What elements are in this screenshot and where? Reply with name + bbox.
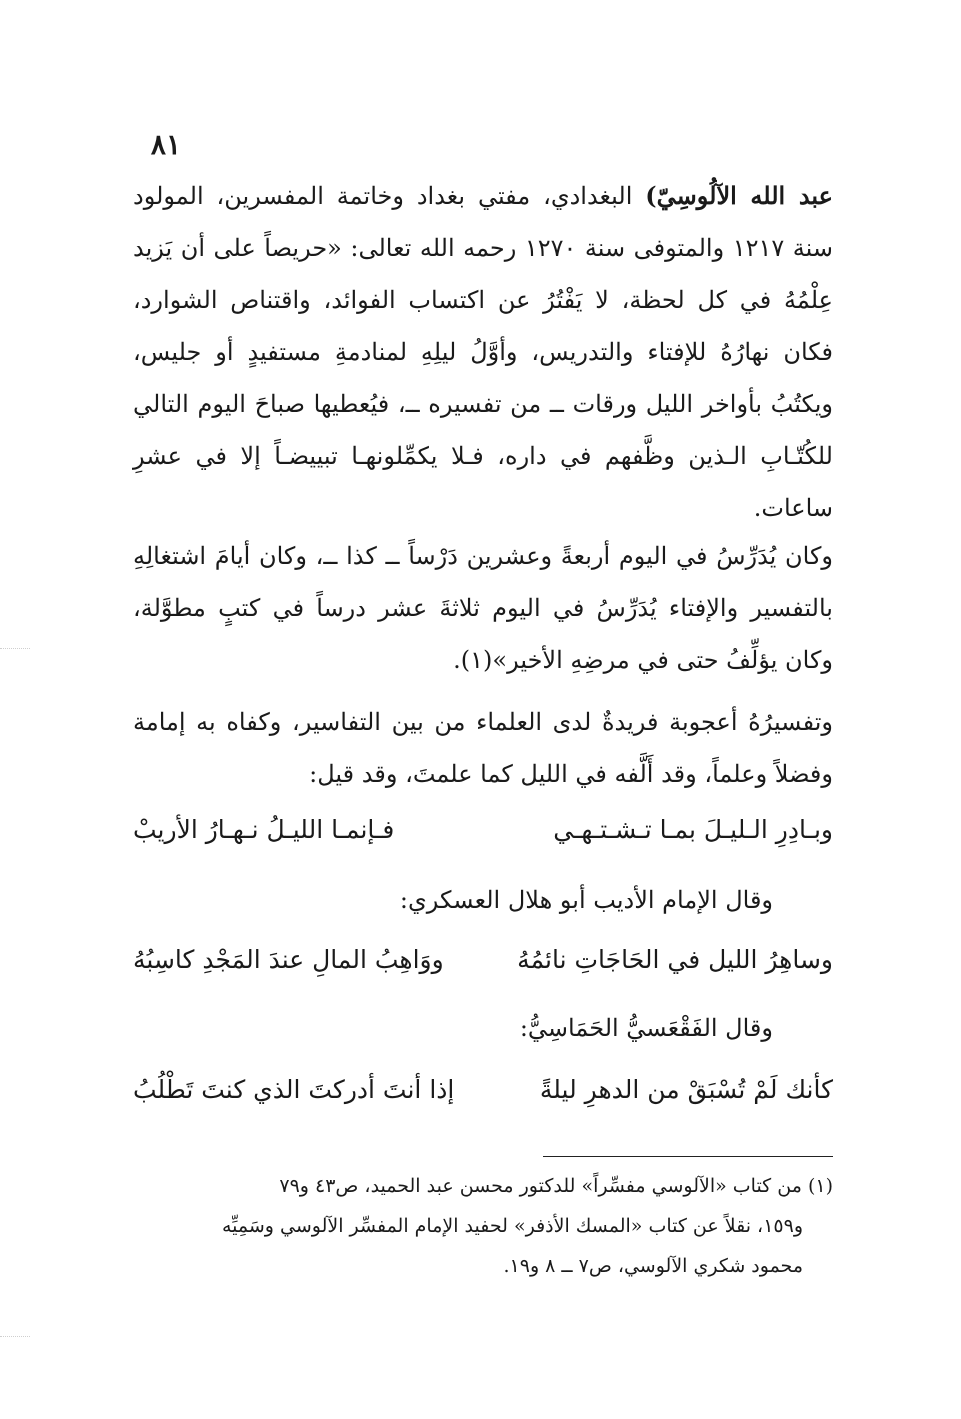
- paragraph-teaching: [133, 530, 833, 686]
- verse-first-hemistich: وساهِرُ الليل في الحَاجَاتِ نائمُهُ: [517, 945, 833, 974]
- paragraph-line: عِلْمُهُ في كل لحظة، لا يَفْتُرُ عن اكتساب الفوائد، واقتناص الشوارد،: [133, 286, 833, 314]
- paragraph-line: وتفسيرُهُ أعجوبة فريدةٌ لدى العلماء من بين التفاسير، وكفاه به: [196, 708, 834, 736]
- poem-verse: [133, 940, 833, 980]
- footnote-divider: [543, 1156, 833, 1157]
- paragraph-line: البغدادي، مفتي بغداد وخاتمة المفسرين، المولود سنة: [133, 182, 833, 262]
- poem-verse: [133, 1070, 833, 1110]
- verse-intro: وقال الفَقْعَسيُّ الحَمَاسِيُّ:: [519, 1014, 773, 1042]
- paragraph-line: إمامة وفضلاً وعلماً، وقد أَلَّفه في الليل كما علمتَ، وقد قيل:: [133, 708, 833, 788]
- paragraph-lead: عبد الله الآلُوسِيّ): [645, 181, 833, 210]
- verse-first-hemistich: كأنك لَمْ تُسْبَقْ من الدهرِ ليلةً: [539, 1075, 833, 1104]
- paragraph-line: للكُتّـابِ الـذين وظَّفهم في داره، فـلا يكمِّلونهـا تبييضـاً إلا في: [195, 442, 833, 470]
- scan-artifact: [0, 1336, 30, 1337]
- footnote-line: محمود شكري الآلوسي، ص٧ ــ ٨ و١٩.: [503, 1255, 803, 1277]
- paragraph-line: ١٢١٧ والمتوفى سنة ١٢٧٠ رحمه الله تعالى: «حريصاً على أن يَزيد: [133, 234, 785, 262]
- paragraph-line: اشتغالِهِ بالتفسير والإفتاء يُدَرِّسُ في اليوم ثلاثةَ عشر درساً في كتبٍ: [133, 542, 833, 622]
- footnote: [133, 1166, 833, 1286]
- page-number: ٨١: [150, 128, 181, 161]
- paragraph-biography: [133, 170, 833, 534]
- scan-artifact: [0, 648, 30, 649]
- footnote-line: (١) من كتاب «الآلوسي مفسِّراً» للدكتور محسن عبد الحميد، ص٤٣ و٧٩: [279, 1175, 833, 1197]
- paragraph-line: فكان نهارُهُ للإفتاء والتدريس، وأوَّلُ ليلِهِ لمنادمةِ مستفيدٍ أو جليس،: [133, 338, 833, 366]
- verse-intro: وقال الإمام الأديب أبو هلال العسكري:: [399, 886, 773, 914]
- paragraph-line: ويكتُبُ بأواخر الليل ورقات ــ من تفسيره ــ، فيُعطيها صباحَ اليوم التالي: [133, 390, 833, 418]
- paragraph-line: وكان يُدَرِّسُ في اليوم أربعةً وعشرين دَرْساً ــ كذا ــ، وكان أيامَ: [214, 542, 833, 570]
- footnote-line: و١٥٩، نقلاً عن كتاب «المسك الأذفر» لحفيد الإمام المفسِّر الآلوسي وسَمِيِّه: [221, 1215, 803, 1237]
- poem-verse: [133, 810, 833, 850]
- paragraph-line: مطوَّلة، وكان يؤلِّفُ حتى في مرضِهِ الأخير»(١).: [133, 594, 833, 674]
- verse-first-hemistich: وبـادِرِ الـليـلَ بمـا تـشـتـهـي: [553, 815, 833, 844]
- verse-second-hemistich: فـإنمـا الليـلُ نـهـارُ الأريبْ: [133, 815, 395, 844]
- paragraph-tafsir: [133, 696, 833, 800]
- paragraph-line: عشرِ ساعات.: [133, 442, 833, 522]
- verse-second-hemistich: ووَاهِبُ المالِ عندَ المَجْدِ كاسِبُهُ: [133, 945, 444, 974]
- verse-second-hemistich: إذا أنتَ أدركتَ الذي كنتَ تَطْلُبُ: [133, 1075, 455, 1104]
